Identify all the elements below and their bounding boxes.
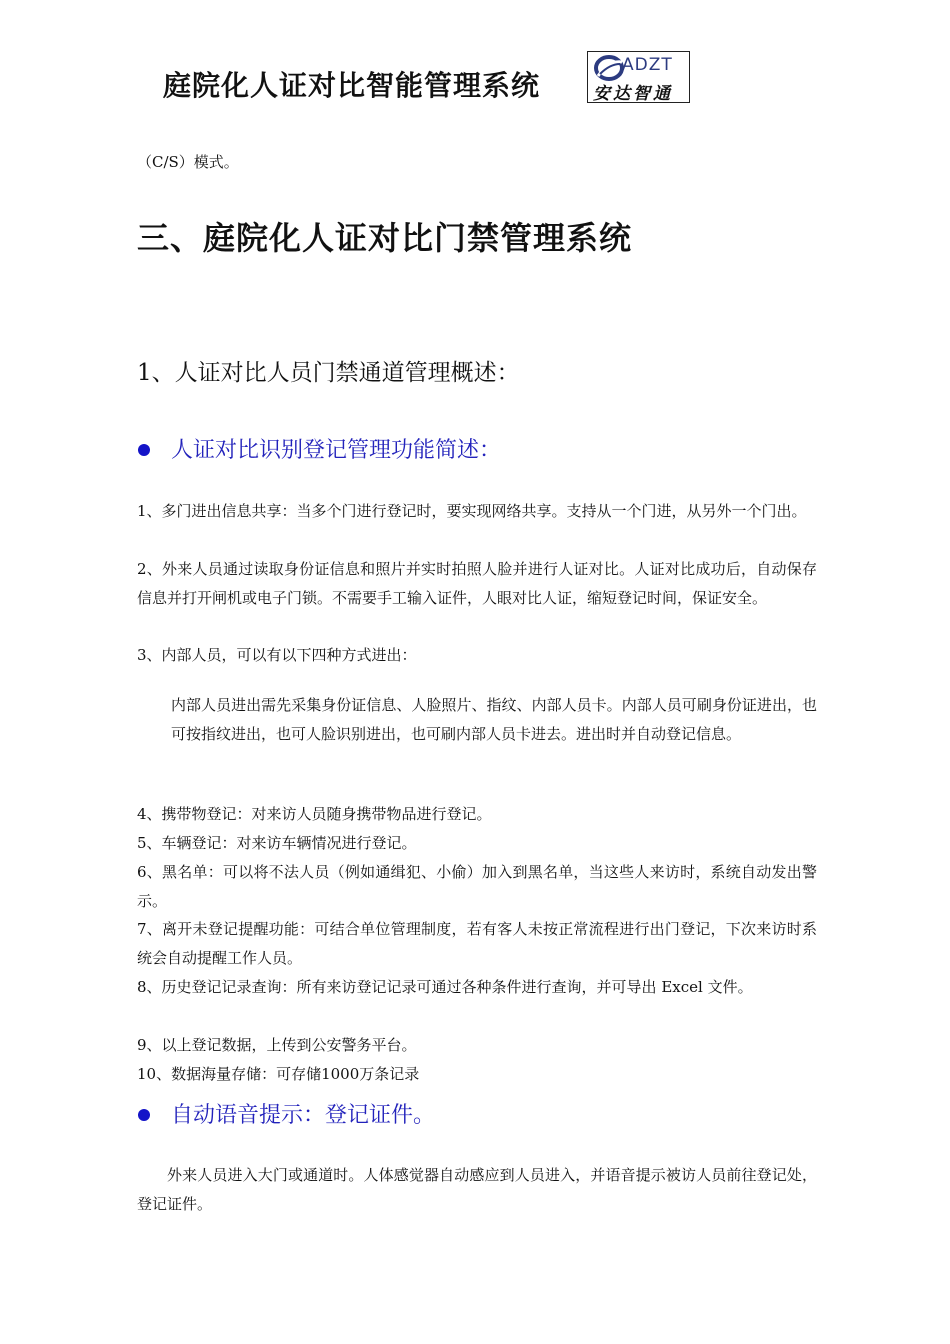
bullet-heading-voice-prompt: 自动语音提示：登记证件。 (171, 1103, 436, 1128)
list-item: 6、黑名单：可以将不法人员（例如通缉犯、小偷）加入到黑名单，当这些人来访时，系统自动发出警示。 (137, 863, 817, 910)
bullet-dot-icon (138, 1109, 150, 1121)
intro-fragment: （C/S）模式。 (137, 153, 239, 171)
list-item: 8、历史登记记录查询：所有来访登记记录可通过各种条件进行查询，并可导出 Excel 文件。 (137, 978, 753, 996)
bullet-dot-icon (138, 444, 150, 456)
logo-latin-text: ADZT (622, 55, 673, 75)
subsection-title: 1、人证对比人员门禁通道管理概述： (137, 360, 520, 386)
bullet-heading-recognition: 人证对比识别登记管理功能简述： (171, 438, 502, 463)
logo-cjk-text: 安达智通 (593, 84, 673, 104)
list-item: 7、离开未登记提醒功能：可结合单位管理制度，若有客人未按正常流程进行出门登记，下次来访时系统会自动提醒工作人员。 (137, 920, 817, 967)
list-item: 2、外来人员通过读取身份证信息和照片并实时拍照人脸并进行人证对比。人证对比成功后，自动保存信息并打开闸机或电子门锁。不需要手工输入证件，人眼对比人证，缩短登记时间，保证安全。 (137, 560, 817, 607)
list-item: 5、车辆登记：对来访车辆情况进行登记。 (137, 834, 417, 852)
section-title: 三、庭院化人证对比门禁管理系统 (137, 219, 633, 257)
list-item: 1、多门进出信息共享：当多个门进行登记时，要实现网络共享。支持从一个门进，从另外一个门出。 (137, 502, 807, 520)
company-logo (587, 51, 690, 103)
list-item: 3、内部人员，可以有以下四种方式进出： (137, 646, 417, 664)
list-item: 9、以上登记数据，上传到公安警务平台。 (137, 1036, 417, 1054)
page-header-title: 庭院化人证对比智能管理系统 (163, 69, 541, 102)
internal-staff-detail: 内部人员进出需先采集身份证信息、人脸照片、指纹、内部人员卡。内部人员可刷身份证进出，也可按指纹进出，也可人脸识别进出，也可刷内部人员卡进去。进出时并自动登记信息。 (171, 696, 817, 743)
list-item: 4、携带物登记：对来访人员随身携带物品进行登记。 (137, 805, 492, 823)
list-item: 10、数据海量存储：可存储1000万条记录 (137, 1065, 420, 1083)
voice-prompt-paragraph: 外来人员进入大门或通道时。人体感觉器自动感应到人员进入，并语音提示被访人员前往登记处，登记证件。 (137, 1166, 817, 1213)
